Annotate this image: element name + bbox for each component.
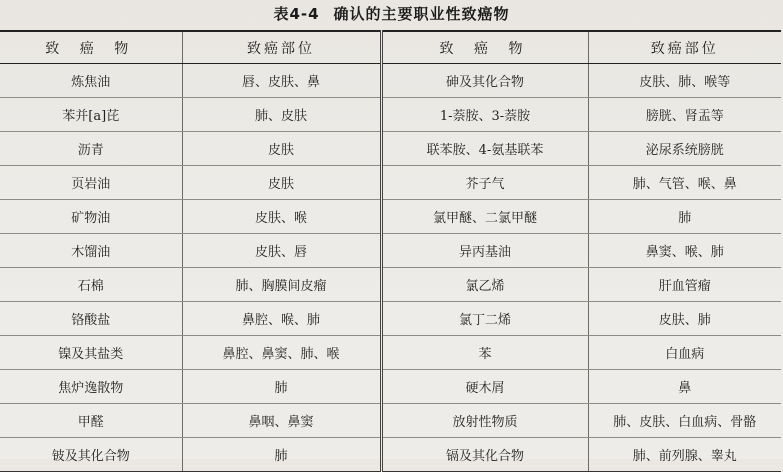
site-cell: 肺 bbox=[588, 200, 781, 234]
table-row bbox=[0, 64, 781, 98]
site-cell: 肺、胸膜间皮瘤 bbox=[182, 268, 381, 302]
site-cell: 肺、前列腺、睾丸 bbox=[588, 438, 781, 472]
site-cell: 白血病 bbox=[588, 336, 781, 370]
site-cell: 肺、气管、喉、鼻 bbox=[588, 166, 781, 200]
carcinogen-cell: 放射性物质 bbox=[381, 404, 588, 438]
carcinogen-cell: 氯甲醚、二氯甲醚 bbox=[381, 200, 588, 234]
table-row bbox=[0, 404, 781, 438]
carcinogen-cell: 矿物油 bbox=[0, 200, 182, 234]
header-row bbox=[0, 31, 781, 64]
site-cell: 肝血管瘤 bbox=[588, 268, 781, 302]
carcinogen-cell: 1-萘胺、3-萘胺 bbox=[381, 98, 588, 132]
site-cell: 肺 bbox=[182, 370, 381, 404]
table-row bbox=[0, 438, 781, 472]
site-cell: 肺 bbox=[182, 438, 381, 472]
table-title: 确认的主要职业性致癌物 bbox=[333, 5, 510, 23]
carcinogen-cell: 硬木屑 bbox=[381, 370, 588, 404]
carcinogen-cell: 铬酸盐 bbox=[0, 302, 182, 336]
table-number: 表4-4 bbox=[273, 5, 320, 23]
table-row bbox=[0, 200, 781, 234]
header-carcinogen-right: 致 癌 物 bbox=[381, 31, 588, 64]
carcinogen-cell: 石棉 bbox=[0, 268, 182, 302]
carcinogen-cell: 氯丁二烯 bbox=[381, 302, 588, 336]
table-row bbox=[0, 234, 781, 268]
carcinogen-cell: 铍及其化合物 bbox=[0, 438, 182, 472]
site-cell: 唇、皮肤、鼻 bbox=[182, 64, 381, 98]
carcinogen-cell: 炼焦油 bbox=[0, 64, 182, 98]
header-site-left: 致癌部位 bbox=[182, 31, 381, 64]
site-cell: 皮肤、肺、喉等 bbox=[588, 64, 781, 98]
site-cell: 鼻咽、鼻窦 bbox=[182, 404, 381, 438]
site-cell: 肺、皮肤、白血病、骨骼 bbox=[588, 404, 781, 438]
site-cell: 泌尿系统膀胱 bbox=[588, 132, 781, 166]
header-carcinogen-left: 致 癌 物 bbox=[0, 31, 182, 64]
carcinogen-cell: 芥子气 bbox=[381, 166, 588, 200]
carcinogen-cell: 异丙基油 bbox=[381, 234, 588, 268]
site-cell: 肺、皮肤 bbox=[182, 98, 381, 132]
site-cell: 鼻窦、喉、肺 bbox=[588, 234, 781, 268]
site-cell: 皮肤、喉 bbox=[182, 200, 381, 234]
site-cell: 膀胱、肾盂等 bbox=[588, 98, 781, 132]
table-row bbox=[0, 336, 781, 370]
carcinogen-table bbox=[0, 30, 781, 472]
table-row bbox=[0, 98, 781, 132]
carcinogen-cell: 苯 bbox=[381, 336, 588, 370]
carcinogen-cell: 页岩油 bbox=[0, 166, 182, 200]
site-cell: 鼻腔、喉、肺 bbox=[182, 302, 381, 336]
site-cell: 皮肤、唇 bbox=[182, 234, 381, 268]
carcinogen-cell: 砷及其化合物 bbox=[381, 64, 588, 98]
site-cell: 皮肤 bbox=[182, 166, 381, 200]
carcinogen-cell: 木馏油 bbox=[0, 234, 182, 268]
carcinogen-cell: 联苯胺、4-氨基联苯 bbox=[381, 132, 588, 166]
site-cell: 皮肤、肺 bbox=[588, 302, 781, 336]
site-cell: 鼻腔、鼻窦、肺、喉 bbox=[182, 336, 381, 370]
carcinogen-cell: 镉及其化合物 bbox=[381, 438, 588, 472]
table-row bbox=[0, 166, 781, 200]
site-cell: 鼻 bbox=[588, 370, 781, 404]
table-caption bbox=[0, 3, 783, 24]
table-row bbox=[0, 132, 781, 166]
carcinogen-cell: 焦炉逸散物 bbox=[0, 370, 182, 404]
table-row bbox=[0, 302, 781, 336]
carcinogen-cell: 氯乙烯 bbox=[381, 268, 588, 302]
table-row bbox=[0, 370, 781, 404]
header-site-right: 致癌部位 bbox=[588, 31, 781, 64]
site-cell: 皮肤 bbox=[182, 132, 381, 166]
carcinogen-cell: 沥青 bbox=[0, 132, 182, 166]
carcinogen-cell: 镍及其盐类 bbox=[0, 336, 182, 370]
carcinogen-cell: 甲醛 bbox=[0, 404, 182, 438]
table-row bbox=[0, 268, 781, 302]
carcinogen-cell: 苯并[a]芘 bbox=[0, 98, 182, 132]
